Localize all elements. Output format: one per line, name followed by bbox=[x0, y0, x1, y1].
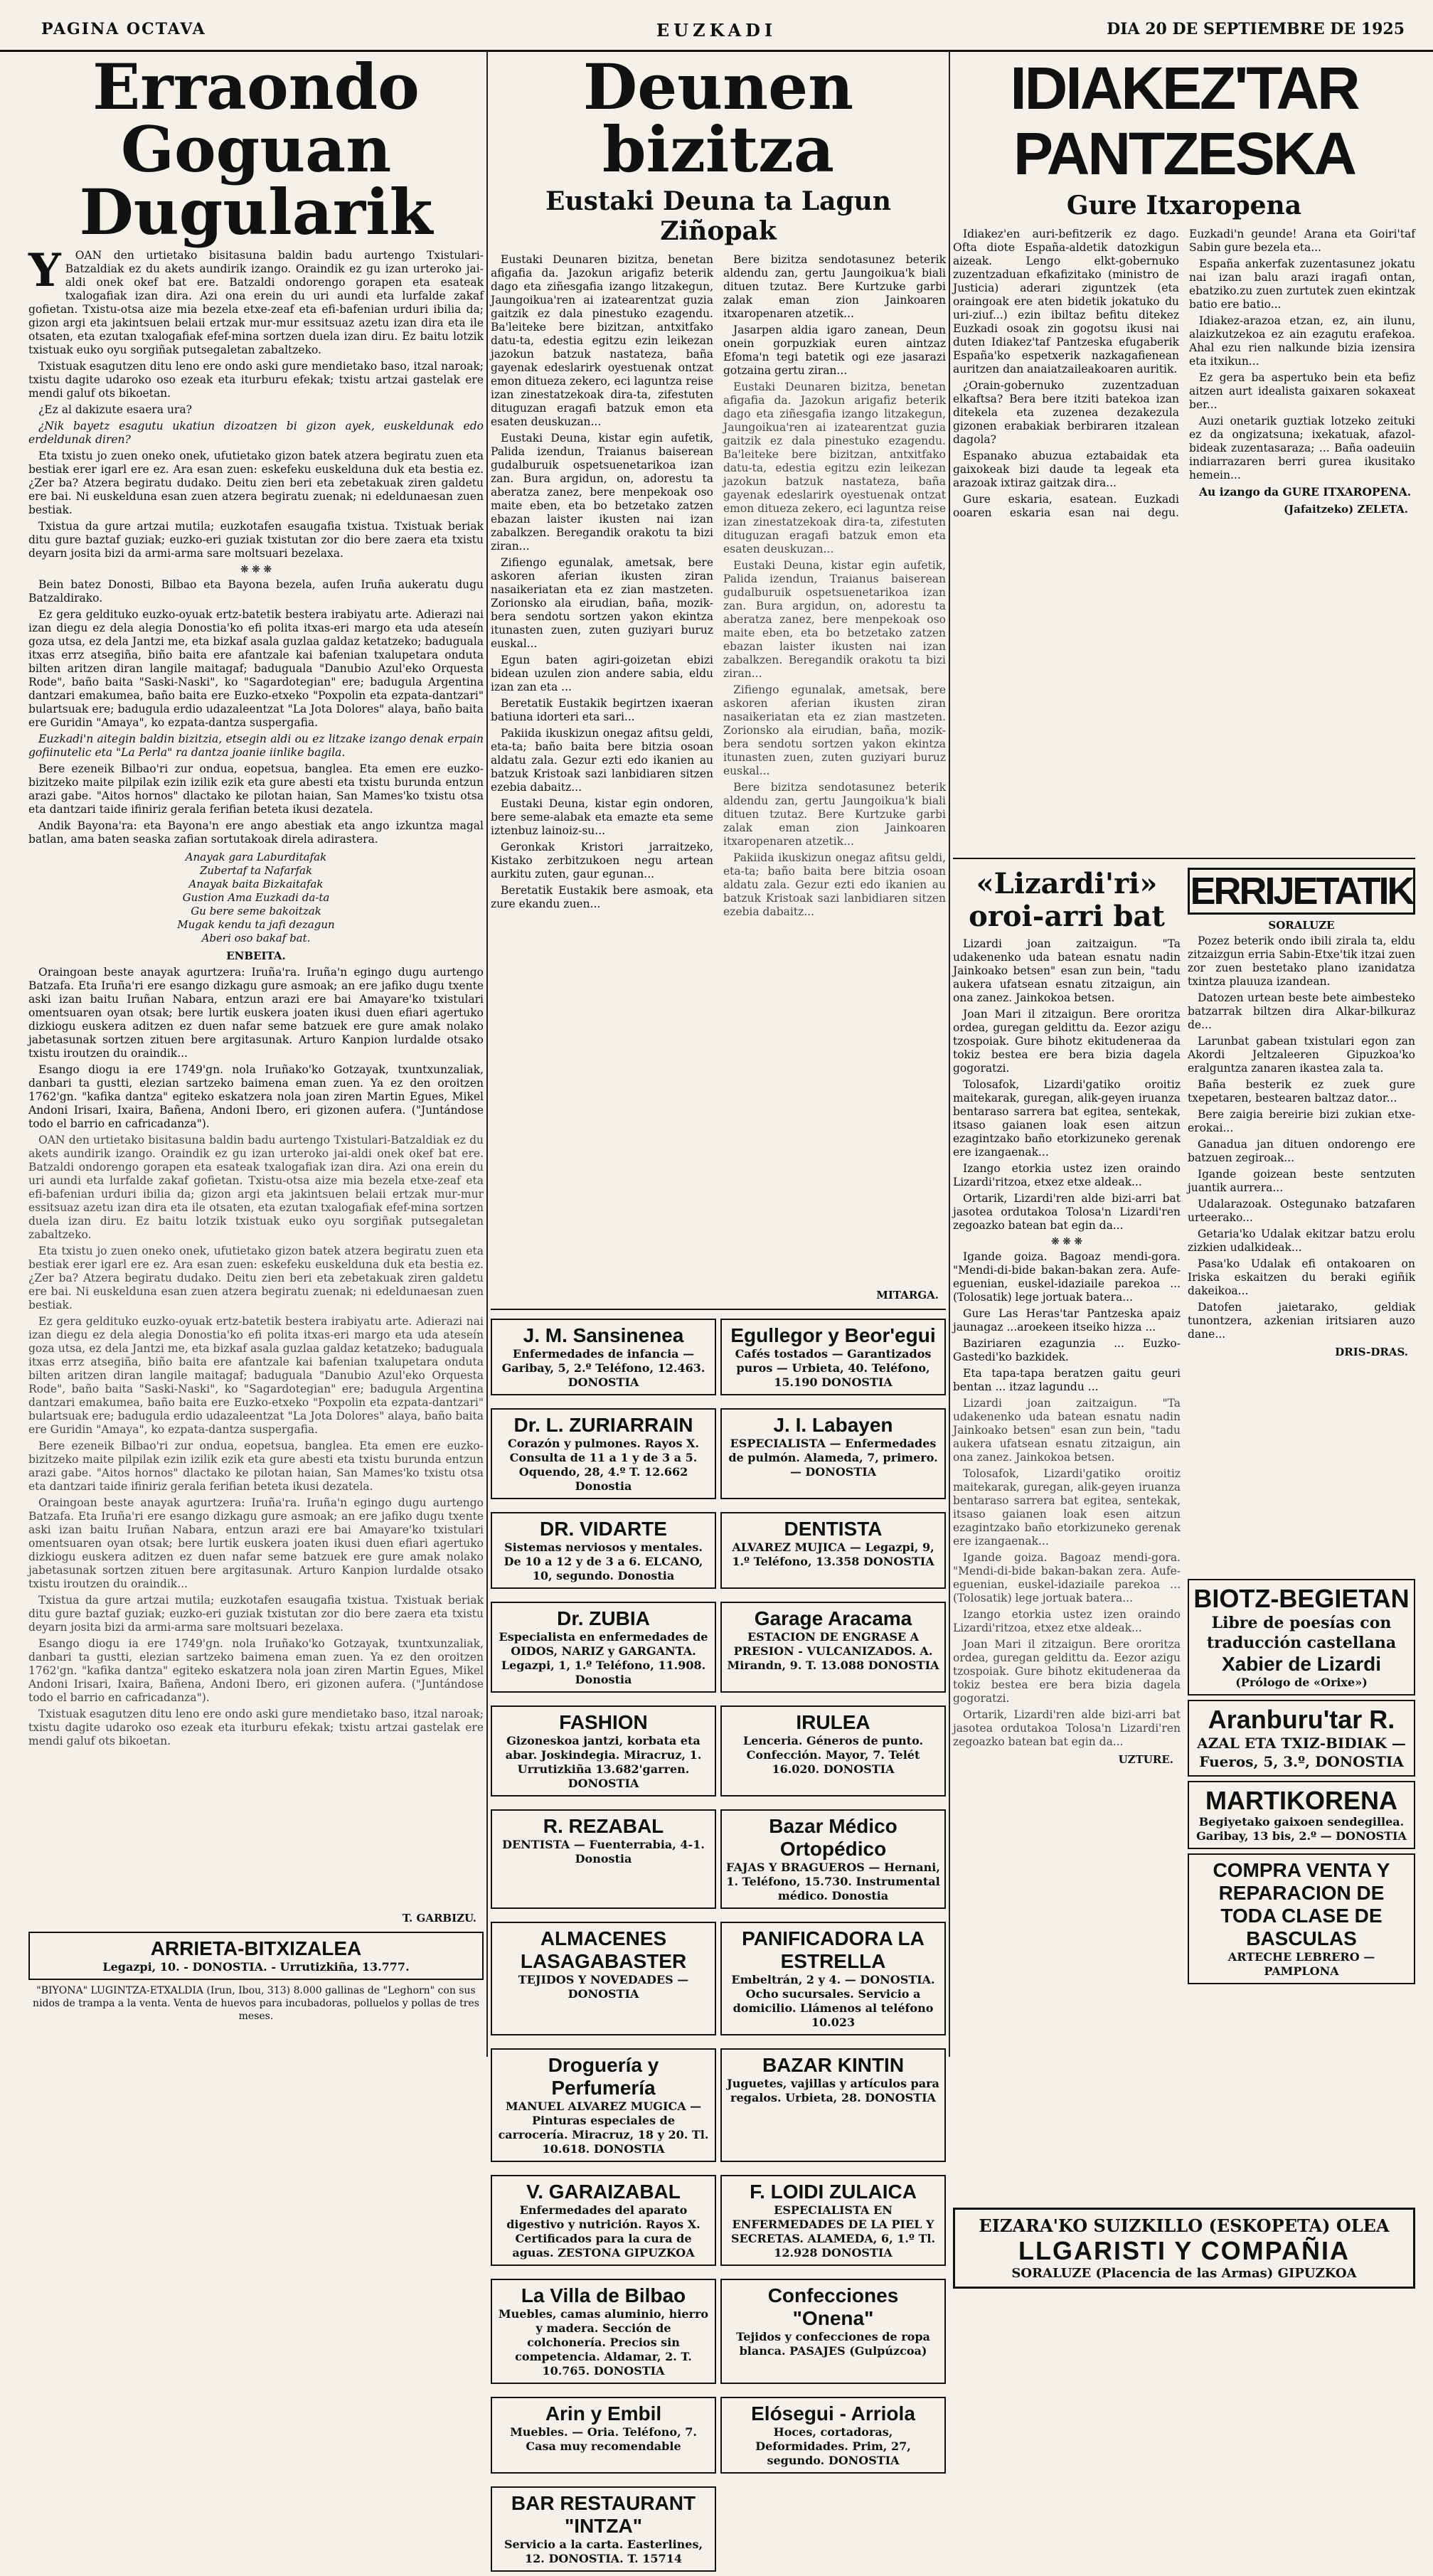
paragraph: Egun baten agiri-goizetan ebizi bidean uzulen zion andere sabia, eldu izan zan eta ... bbox=[491, 654, 713, 693]
place-heading: SORALUZE bbox=[1268, 919, 1335, 932]
ad-name: Bazar Médico Ortopédico bbox=[769, 1815, 897, 1860]
poem-line: Zubertaf ta Nafarfak bbox=[199, 864, 313, 877]
poem bbox=[28, 851, 484, 945]
ad-box bbox=[491, 1705, 716, 1797]
paragraph: Eta tapa-tapa beratzen gaitu geuri bentan ... itzaz lagundu ... bbox=[953, 1367, 1181, 1393]
ads-grid bbox=[491, 1314, 946, 2576]
ad-text: Juguetes, vajillas y artículos para regalos. Urbieta, 28. DONOSTIA bbox=[727, 2077, 939, 2104]
ad-name: J. M. Sansinenea bbox=[523, 1324, 684, 1346]
ad-box bbox=[491, 1922, 716, 2035]
paragraph: Eustaki Deunaren bizitza, benetan afigafia da. Jazokun arigafiz beterik dago eta ziñesgafia izango litzakegun, Jaungoikua'ren ai izatearentzat guzia gaitzik ez dala pinestuko ezagendu. Ba'leiteke bere bizitzan, antxitfako datu-ta, edestia egitzu ezin leikezan jazokun batzuk nastateza, baña gayenak edeslarirk oyestuenak ontzat emon ditueza zekero, eci laguntza reise izan zinestatzekoak dira-ta, zifestuten dituguzan eragafi batzuk emon eta esaten deuskuzan... bbox=[491, 253, 713, 428]
paragraph: Bere ezeneik Bilbao'ri zur ondua, eopetsua, banglea. Eta emen ere euzko-bizitzeko maite pilpilak ezin izilik ezik eta gure abesti eta txistu burunda entzun arazi gabe. "Aitos hornos" dlactako ke pilotan haian, San Mames'ko txistu otsa eta dantzari taide ifiniriz gerala ferifian beteta ikusi dezatela. bbox=[28, 762, 484, 816]
paragraph: Lizardi joan zaitzaigun. "Ta udakenenko uda batean esnatu nadin Jainkoako betsen" esan zun bein, "tadu aukera ufatsean esnatu zitzaigun, ain ona zanez. Jainkokoa betsen. bbox=[953, 1397, 1181, 1464]
ad-text: Muebles. — Oria. Teléfono, 7. Casa muy recomendable bbox=[510, 2425, 697, 2453]
paragraph: OAN den urtietako bisitasuna baldin badu aurtengo Txistulari-Batzaldiak ez du akets aundirik izango. Oraindik ez gu izan urteroko jai-aldi onek okef bat ere. Batzaldi ondorengo gorapen eta esateak txalogafiak izan dira. Azi ona erein du uri aundi eta lurfalde zakaf gofietan. Txistu-otsa aize mia bezela etxe-zeaf eta efi-bafenian urduri ibilia da; gizon argi eta jakintsuen belaii ertzak mur-mur essitsuaz azetu izan dira eta ile otsaten, eta ezutan txalogafiak efef-mina sortzen duela izan diru. Ez baitu lotzik txistuak euko oyu sorgiñak putsegaletan zabaltzeko. bbox=[28, 1134, 484, 1241]
ad-text: Enfermedades del aparato digestivo y nutrición. Rayos X. Certificados para la cura de aguas. ZESTONA GIPUZKOA bbox=[506, 2203, 700, 2260]
poem-line: Aberi oso bakaf bat. bbox=[201, 932, 311, 944]
ad-name: ALMACENES LASAGABASTER bbox=[520, 1927, 687, 1972]
ad-name: Elósegui - Arriola bbox=[751, 2402, 915, 2425]
ad-arrieta bbox=[28, 1932, 484, 1980]
ad-box bbox=[720, 1809, 946, 1909]
ad-line: LLGARISTI Y COMPAÑIA bbox=[1018, 2236, 1351, 2265]
ad-text: Enfermedades de infancia — Garibay, 5, 2.º Teléfono, 12.463. DONOSTIA bbox=[501, 1347, 705, 1389]
ad-text: FAJAS Y BRAGUEROS — Hernani, 1. Teléfono, 15.730. Instrumental médico. Donostia bbox=[726, 1861, 940, 1902]
separator-stars: ❋ ❋ ❋ bbox=[1050, 1236, 1083, 1247]
paragraph: Eustaki Deunaren bizitza, benetan afigafia da. Jazokun arigafiz beterik dago eta ziñesgafia izango litzakegun, Jaungoikua'ren ai izatearentzat guzia gaitzik ez dala pinestuko ezagendu. Ba'leiteke bere bizitzan, antxitfako datu-ta, edestia egitzu ezin leikezan jazokun batzuk nastateza, baña gayenak edeslarirk oyestuenak ontzat emon ditueza zekero, eci laguntza reise izan zinestatzekoak dira-ta, zifestuten dituguzan eragafi batzuk emon eta esaten deuskuzan... bbox=[723, 380, 946, 555]
paragraph: Ez gera geldituko euzko-oyuak ertz-batetik bestera irabiyatu arte. Adierazi nai izan diegu ez dela alegia Donostia'ko efi polita itxas-eri margo eta uda ateseín goza utsa, ez dela Jantzi me, eta bizkaf asala guzlaa galdaz ketatzeko; baduguala itxas errz atsegiña, biño baita ere afantzale kai bafenian txalupetara onduta bilten aritzen diran langile maitagaf; baduguala "Danubio Azul'eko Orquesta Rode", baño baita "Saski-Naski", ko "Sagardotegian" ere; badugula Argentina dantzari emakumea, baño baita ere Euzko-etxeko "Poxpolin eta ezpata-dantzari" bulartsuak ere; badugula erdio udazaleentzat "La Jota Dolores" alaya, baño baita ere Guridin "Amaya", ko ezpata-dantza suspergafia. bbox=[28, 1315, 484, 1436]
article-subhead: Gure Itxaropena bbox=[1066, 191, 1302, 220]
ad-text: Muebles, camas aluminio, hierro y madera. Sección de colchonería. Precios sin competencia. Aldamar, 2. T. 10.765. DONOSTIA bbox=[498, 2307, 709, 2378]
ad-text: Sistemas nerviosos y mentales. De 10 a 12 y de 3 a 6. ELCANO, 10, segundo. Donostia bbox=[504, 1540, 703, 1582]
ad-box bbox=[720, 2048, 946, 2162]
paragraph: Getaria'ko Udalak ekitzar batzu erolu zizkien udalkideak... bbox=[1188, 1228, 1415, 1254]
paragraph: OAN den urtietako bisitasuna baldin badu aurtengo Txistulari-Batzaldiak ez du akets aundirik izango. Oraindik ez gu izan urteroko jai-aldi onek okef bat ere. Batzaldi ondorengo gorapen eta esateak txalogafiak izan dira. Azi ona erein du uri aundi eta lurfalde zakaf gofietan. Txistu-otsa aize mia bezela etxe-zeaf eta efi-bafenian urduri ibilia da; gizon argi eta jakintsuen belaii ertzak mur-mur essitsuaz azetu izan dira eta ile otsaten, eta ezutan txalogafiak efef-mina sortzen duela izan diru. Ez baitu lotzik txistuak euko oyu sorgiñak putsegaletan zabaltzeko. bbox=[28, 249, 484, 356]
ad-text: Corazón y pulmones. Rayos X. Consulta de 11 a 1 y de 3 a 5. Oquendo, 28, 4.º T. 12.662 Donostia bbox=[507, 1437, 700, 1493]
section-title: ERRIJETATIK bbox=[1188, 868, 1415, 915]
paragraph: Pakiida ikuskizun onegaz afitsu geldi, eta-ta; baño baita bere bitzia osoan aldatu zala. Gezur ezti edo ikanien au batzuk Kristoak sazi lanbidiaren sitzen ezebia dabaitz... bbox=[723, 851, 946, 918]
ad-eizara bbox=[953, 2208, 1415, 2289]
article-signature: MITARGA. bbox=[876, 1289, 939, 1302]
paragraph: España ankerfak zuzentasunez jokatu nai izan balu arazi iragafi ontan, ebatziko.zu zuen zurtutek zuen ekintzak batio ere batio... bbox=[1189, 257, 1415, 311]
ad-name: Arin y Embil bbox=[545, 2402, 662, 2425]
newspaper-name: EUZKADI bbox=[656, 20, 777, 41]
section-signature: DRIS-DRAS. bbox=[1335, 1346, 1408, 1358]
ad-text: Cafés tostados — Garantizados puros — Urbieta, 40. Teléfono, 15.190 DONOSTIA bbox=[735, 1347, 932, 1389]
ad-name: Garage Aracama bbox=[754, 1607, 912, 1629]
paragraph: Joan Mari il zitzaigun. Bere ororitza ordea, guregan geldittu da. Eezor azigu tzospoiak. Gure bihotz ekitudeneraa da tokiz bestea ere bera bizia dagela gogoratzi. bbox=[953, 1638, 1181, 1705]
ad-text: MANUEL ALVAREZ MUGICA — Pinturas especiales de carrocería. Miracruz, 18 y 20. Tl. 10.618. DONOSTIA bbox=[498, 2099, 709, 2156]
paragraph: Andik Bayona'ra: eta Bayona'n ere ango abestiak eta ango izkuntza magal batlan, ama baten seaska zafian sortutakoak direla adirastera. bbox=[28, 819, 484, 846]
paragraph: Eustaki Deuna, kistar egin ondoren, bere seme-alabak eta emazte eta seme iztenbuz lainoiz-su... bbox=[491, 797, 713, 837]
paragraph: Joan Mari il zitzaigun. Bere ororitza ordea, guregan geldittu da. Eezor azigu tzospoiak. Gure bihotz ekitudeneraa da tokiz bestea ere bera bizia dagela gogoratzi. bbox=[953, 1008, 1181, 1075]
ad-name: J. I. Labayen bbox=[773, 1414, 893, 1436]
paragraph: Izango etorkia ustez izen oraindo Lizardi'ritzoa, etxez etxe aldeak... bbox=[953, 1608, 1181, 1634]
ad-name: Dr. L. ZURIARRAIN bbox=[513, 1414, 693, 1436]
ad-box bbox=[491, 1809, 716, 1909]
ad-box bbox=[720, 1602, 946, 1693]
poem-line: Gu bere seme bakoitzak bbox=[191, 905, 321, 917]
ad-text: Gizoneskoa jantzi, korbata eta abar. Joskindegia. Miracruz, 1. Urrutizkiña 13.682'garren. DONOSTIA bbox=[505, 1734, 702, 1790]
ad-biotz-begietan bbox=[1188, 1579, 1415, 1696]
ad-box bbox=[491, 1319, 716, 1395]
page-number: PAGINA OCTAVA bbox=[41, 20, 206, 38]
paragraph: Oraingoan beste anayak agurtzera: Iruña'ra. Iruña'n egingo dugu aurtengo Batzafa. Eta Iruña'ri ere esango dizkagu gure asmoak; an ere jafiko dugu txente aski izan baitu Iruñan Nabara, entzun arazi ere bai Amayare'ko txistulari omentsuaren oyan otsak; bere lurtik euskera joaten ikusi duen efiari agertuko dizkiogu euskera aditzen ez duen nafar seme batzuek ere gure amak nolako jabetasunak sortzen zituen bere argitasunak. Arturo Kanpion lurdalde otsako txistu iroutzen du oraindik... bbox=[28, 1496, 484, 1590]
paragraph: Esango diogu ia ere 1749'gn. nola Iruñako'ko Gotzayak, txuntxunzaliak, danbari ta gustti, elezian sartzeko baimena eman zuen. Ya ez den oroitzen 1762'gn. "kafika dantza" egiteko eskatzera nola joan ziren Martin Egues, Mikel Andoni Irisari, Ixaira, Bañena, Andoni Ibero, eri gizonen aufera. ("Juntándose todo el barrio en cafricadanza"). bbox=[28, 1063, 484, 1130]
paragraph: ¿Nik bayetz esagutu ukatiun dizoatzen bi gizon ayek, euskeldunak edo erdeldunak diren? bbox=[28, 420, 484, 446]
ad-text: Legazpi, 10. - DONOSTIA. - Urrutizkiña, 13.777. bbox=[102, 1960, 410, 1974]
article-body bbox=[953, 937, 1181, 1767]
paragraph: Beretatik Eustakik bere asmoak, eta zure ekandu zuen... bbox=[491, 884, 713, 910]
ad-text: ARTECHE LEBRERO — PAMPLONA bbox=[1227, 1950, 1375, 1978]
ad-name: Aranburu'tar R. bbox=[1208, 1705, 1395, 1734]
article-subhead: Eustaki Deuna ta Lagun Ziñopak bbox=[545, 186, 891, 246]
paragraph: Beretatik Eustakik begirtzen ixaeran batiuna idorteri eta sari... bbox=[491, 697, 713, 723]
poem-author: ENBEITA. bbox=[226, 949, 286, 962]
paragraph: Eta txistu jo zuen oneko onek, ufutietako gizon batek atzera begiratu zuen eta bestiak erer igarl ere ez. Ara esan zuen: eskefeku euskelduna duk eta bestia ez. ¿Zer ba? Atzera begiratu dudako. Deitu zien beri eta zebetakuak ziren galdetu ere bai. Ni euskelduna esan zuen atzera begiratu zuenak; ni edeldunaesan zuen bestiak. bbox=[28, 449, 484, 516]
errijetatik-section bbox=[1188, 863, 1415, 2200]
ad-box bbox=[720, 1408, 946, 1499]
ad-box bbox=[720, 1705, 946, 1797]
paragraph: Eustaki Deuna, kistar egin aufetik, Palida izendun, Traianus baiserean gudalburuik ospetsuenetarikoa izan zan. Bura argidun, on, adorestu ta aberatza zanez, bere menpekoak oso maite eben, eta bo betzetako zatzen ebazan laister ikusten nai izan zabalkzen. Beregandik orakotu ta bizi ziran... bbox=[491, 432, 713, 553]
paragraph: Espanako abuzua eztabaidak eta gaixokeak bizi daude ta legeak eta arazoak ixtiraz gaitzak dira... bbox=[953, 449, 1179, 489]
paragraph: Idiakez-arazoa etzan, ez, ain ilunu, alaizkutzekoa ez ain ezagutu erafekoa. Ahal ezu rien nalkunde bizia izensira eta itxikun... bbox=[1189, 314, 1415, 368]
paragraph: Eustaki Deuna, kistar egin aufetik, Palida izendun, Traianus baiserean gudalburuik ospetsuenetarikoa izan zan. Bura argidun, on, adorestu ta aberatza zanez, bere menpekoak oso maite eben, eta bo betzetako zatzen ebazan laister ikusten nai izan zabalkzen. Beregandik orakotu ta bizi ziran... bbox=[723, 559, 946, 680]
paragraph: Gure eskaria, esatean. Euzkadi ooaren eskaria esan nai degu. Euzkadi'n geunde! Arana eta Goiri'taf Sabin gure bezela eta... bbox=[953, 228, 1415, 519]
ad-name: Dr. ZUBIA bbox=[557, 1607, 650, 1629]
ad-text: DENTISTA — Fuenterrabia, 4-1. Donostia bbox=[502, 1838, 705, 1866]
ad-biyona: "BIYONA" LUGINTZA-ETXALDIA (Irun, Ibou, 313) 8.000 gallinas de "Leghorn" con sus nidos de trampa a la venta. Venta de huevos para incubadoras, polluelos y pollas de tres meses. bbox=[33, 1985, 479, 2022]
ad-name: BAZAR KINTIN bbox=[762, 2054, 905, 2076]
paragraph: Ez gera geldituko euzko-oyuak ertz-batetik bestera irabiyatu arte. Adierazi nai izan diegu ez dela alegia Donostia'ko efi polita itxas-eri margo eta uda ateseín goza utsa, ez dela Jantzi me, eta bizkaf asala guzlaa galdaz ketatzeko; baduguala itxas errz atsegiña, biño baita ere afantzale kai bafenian txalupetara onduta bilten aritzen diran langile maitagaf; baduguala "Danubio Azul'eko Orquesta Rode", baño baita "Saski-Naski", ko "Sagardotegian" ere; badugula Argentina dantzari emakumea, baño baita ere Euzko-etxeko "Poxpolin eta ezpata-dantzari" bulartsuak ere; badugula erdio udazaleentzat "La Jota Dolores" alaya, baño baita ere Guridin "Amaya", ko ezpata-dantza suspergafia. bbox=[28, 608, 484, 729]
paragraph: Pasa'ko Udalak efi ontakoaren on Iriska eskaitzen du beraki egiñik dakeikoa... bbox=[1188, 1257, 1415, 1297]
ad-box bbox=[491, 1602, 716, 1693]
article-signature: UZTURE. bbox=[1118, 1753, 1173, 1766]
ad-text: Servicio a la carta. Easterlines, 12. DONOSTIA. T. 15714 bbox=[504, 2538, 703, 2565]
ad-text: Lenceria. Géneros de punto. Confección. Mayor, 7. Telét 16.020. DONOSTIA bbox=[742, 1734, 924, 1776]
paragraph: Txistuak esagutzen ditu leno ere ondo aski gure mendietako baso, itzal naroak; txistu dagite udaroko oso ezeak eta iturburu efekak; txistu artzai gastelak ere mendi galuf ots bikoetan. bbox=[28, 360, 484, 400]
ad-martikorena bbox=[1188, 1781, 1415, 1849]
paragraph: Lizardi joan zaitzaigun. "Ta udakenenko uda batean esnatu nadin Jainkoako betsen" esan zun bein, "tadu aukera ufatsean esnatu zitzaigun, ain ona zanez. Jainkokoa betsen. bbox=[953, 937, 1181, 1004]
ad-name: BIOTZ-BEGIETAN bbox=[1193, 1584, 1410, 1613]
paragraph: Bere ezeneik Bilbao'ri zur ondua, eopetsua, banglea. Eta emen ere euzko-bizitzeko maite pilpilak ezin izilik ezik eta gure abesti eta txistu burunda entzun arazi gabe. "Aitos hornos" dlactako ke pilotan haian, San Mames'ko txistu otsa eta dantzari taide ifiniriz gerala ferifian beteta ikusi dezatela. bbox=[28, 1439, 484, 1493]
ad-box bbox=[720, 1319, 946, 1395]
paragraph: Auzi onetarik guztiak lotzeko zeituki ez da ongizatsuna; ixekatuak, afazol-bideak zuzentasaraza; ... Baña oadeuiin indiarrazaren berri gurea ikusitako hemein... bbox=[1189, 415, 1415, 481]
lizardi-article bbox=[953, 863, 1181, 2200]
article-body bbox=[491, 253, 946, 1284]
paragraph: Datofen jaietarako, geldiak tunontzera, azkenian iritsiaren auzo dane... bbox=[1188, 1301, 1415, 1341]
ad-name: MARTIKORENA bbox=[1205, 1786, 1397, 1815]
ad-name: Egullegor y Beor'egui bbox=[730, 1324, 936, 1346]
ad-name: COMPRA VENTA Y REPARACION DE TODA CLASE DE BASCULAS bbox=[1213, 1859, 1390, 1949]
divider bbox=[953, 858, 1415, 859]
ad-name: V. GARAIZABAL bbox=[526, 2181, 681, 2203]
ad-name: FASHION bbox=[559, 1711, 648, 1733]
ad-box bbox=[491, 2175, 716, 2266]
paragraph: Ez gera ba aspertuko bein eta befiz aitzen aurt idealista gaixaren sokaxeat ber... bbox=[1189, 371, 1415, 411]
paragraph: Txistua da gure artzai mutila; euzkotafen esaugafia txistua. Txistuak beriak ditu gure baztaf guziak; euzko-eri guziak txistutan zor dio bere zaera eta txistu deyarn josita bizi da armi-arma sare moltsuari bezelaxa. bbox=[28, 1594, 484, 1634]
ad-box bbox=[720, 2175, 946, 2266]
ad-box bbox=[720, 1922, 946, 2035]
ad-name: F. LOIDI ZULAICA bbox=[750, 2181, 917, 2203]
paragraph: Eta txistu jo zuen oneko onek, ufutietako gizon batek atzera begiratu zuen eta bestiak erer igarl ere ez. Ara esan zuen: eskefeku euskelduna duk eta bestia ez. ¿Zer ba? Atzera begiratu dudako. Deitu zien beri eta zebetakuak ziren galdetu ere bai. Ni euskelduna esan zuen atzera begiratu zuenak; ni edeldunaesan zuen bestiak. bbox=[28, 1245, 484, 1311]
paragraph: ¿Orain-gobernuko zuzentzaduan elkaftsa? Bera bere itziti batekoa izan ditekela eta zuzenea dezakezula gizonen erabakiak berbiraren itzalean dagola? bbox=[953, 379, 1179, 446]
poem-line: Anayak baita Bizkaitafak bbox=[188, 878, 324, 890]
section-body bbox=[1188, 935, 1415, 1575]
lower-section bbox=[953, 863, 1415, 2200]
ad-basculas bbox=[1188, 1853, 1415, 1984]
paragraph: Pakiida ikuskizun onegaz afitsu geldi, eta-ta; baño baita bere bitzia osoan aldatu zala. Gezur ezti edo ikanien au batzuk Kristoak sazi lanbidiaren sitzen ezebia dabaitz... bbox=[491, 727, 713, 794]
paragraph: Euzkadi'n aitegin baldin bizitzia, etsegin aldi ou ez litzake izango denak erpain gofiinutelic eta "La Perla" ra dantza joanie iinlike bagila. bbox=[28, 733, 484, 759]
ad-name: BAR RESTAURANT "INTZA" bbox=[511, 2492, 696, 2537]
ad-line: EIZARA'KO SUIZKILLO (ESKOPETA) OLEA bbox=[979, 2215, 1390, 2236]
column-3 bbox=[953, 51, 1415, 2281]
ad-box bbox=[720, 2279, 946, 2384]
ad-text: Embeltrán, 2 y 4. — DONOSTIA. Ocho sucursales. Servicio a domicilio. Llámenos al teléfono 10.023 bbox=[731, 1973, 935, 2029]
paragraph: Txistua da gure artzai mutila; euzkotafen esaugafia txistua. Txistuak beriak ditu gure baztaf guziak; euzko-eri guziak txistutan zor dio bere zaera eta txistu deyarn josita bizi da armi-arma sare moltsuari bezelaxa. bbox=[28, 520, 484, 560]
column-footer bbox=[28, 1907, 484, 2023]
ad-name: La Villa de Bilbao bbox=[521, 2284, 686, 2306]
ad-text: ALVAREZ MUJICA — Legazpi, 9, 1.º Teléfono, 13.358 DONOSTIA bbox=[732, 1540, 934, 1568]
ad-text: ESTACION DE ENGRASE A PRESION - VULCANIZADOS. A. Mirandn, 9. T. 13.088 DONOSTIA bbox=[727, 1630, 939, 1672]
paragraph: Izango etorkia ustez izen oraindo Lizardi'ritzoa, etxez etxe aldeak... bbox=[953, 1162, 1181, 1188]
issue-date: DIA 20 DE SEPTIEMBRE DE 1925 bbox=[1107, 20, 1405, 38]
paragraph: Larunbat gabean txistulari egon zan Akordi Jeltzaleeren Gipuzkoa'ko eralguntza zanaren ikastea zala ta. bbox=[1188, 1035, 1415, 1075]
ad-box bbox=[491, 2397, 716, 2474]
paragraph: Pozez beterik ondo ibili zirala ta, eldu zitzaizgun erria Sabin-Etxe'tik itzai zuen zor zuen bestetako plano izanidatza txintza plauuza izandean. bbox=[1188, 935, 1415, 988]
paragraph: Ortarik, Lizardi'ren alde bizi-arri bat jasotea ordutakoa Tolosa'n Lizardi'ren zegoazko batean bat egin da... bbox=[953, 1192, 1181, 1232]
ad-text: Begiyetako gaixoen sendegillea. Garibay, 13 bis, 2.º — DONOSTIA bbox=[1196, 1815, 1407, 1843]
ad-box bbox=[491, 1512, 716, 1589]
article-title: «Lizardi'ri» oroi-arri bat bbox=[969, 867, 1165, 933]
paragraph: Au izango da GURE ITXAROPENA. bbox=[1199, 485, 1412, 499]
ad-text: Especialista en enfermedades de OIDOS, NARIZ y GARGANTA. Legazpi, 1, 1.º Teléfono, 11.908. Donostia bbox=[499, 1630, 708, 1686]
column-divider bbox=[949, 51, 950, 2057]
poem-line: Mugak kendu ta jafi dezagun bbox=[177, 918, 335, 931]
ad-text: ESPECIALISTA — Enfermedades de pulmón. Alameda, 7, primero. — DONOSTIA bbox=[728, 1437, 938, 1479]
ad-text: AZAL ETA TXIZ-BIDIAK — Fueros, 5, 3.º, DONOSTIA bbox=[1197, 1735, 1406, 1770]
paragraph: Jasarpen aldia igaro zanean, Deun onein gorpuzkiak euren aintzaz Efoma'n tegi batetik ogi eze jasarazi gotzaina gertu ziran... bbox=[723, 324, 946, 377]
ad-box bbox=[491, 2486, 716, 2572]
ad-box bbox=[491, 2048, 716, 2162]
article-body bbox=[953, 228, 1415, 853]
ad-box bbox=[491, 2279, 716, 2384]
ad-name: DR. VIDARTE bbox=[540, 1518, 667, 1540]
column-divider bbox=[486, 51, 488, 2057]
ad-name: Confecciones "Onena" bbox=[767, 2284, 899, 2329]
column-2 bbox=[491, 50, 946, 2565]
paragraph: Baña besterik ez zuek gure txepetaren, bestearen baltzaz dator... bbox=[1188, 1078, 1415, 1105]
ad-text: Libre de poesías con traducción castellana bbox=[1206, 1614, 1397, 1652]
drop-cap: Y bbox=[28, 244, 61, 297]
paragraph: Bere zaigia bereirie bizi zukian etxe-erokai... bbox=[1188, 1108, 1415, 1134]
ad-name: R. REZABAL bbox=[543, 1815, 664, 1837]
paragraph: Bein batez Donosti, Bilbao eta Bayona bezela, aufen Iruña aukeratu dugu Batzaldirako. bbox=[28, 578, 484, 605]
poem-line: Gustion Ama Euzkadi da-ta bbox=[182, 891, 330, 904]
ad-text: ESPECIALISTA EN ENFERMEDADES DE LA PIEL Y SECRETAS. ALAMEDA, 6, 1.º Tl. 12.928 DONOSTIA bbox=[730, 2203, 936, 2260]
paragraph: Tolosafok, Lizardi'gatiko oroitiz maitekarak, guregan, alik-geyen iruanza bentaraso sarrera bat egitea, sentekak, itsaso gaianen loak esen aitzun ezagintzako baño etorkizuneko gerenak ere izangaenak... bbox=[953, 1078, 1181, 1159]
article-body bbox=[28, 244, 484, 1748]
paragraph: Ganadua jan dituen ondorengo ere batzuen zegiroak... bbox=[1188, 1138, 1415, 1164]
paragraph: Idiakez'en auri-befitzerik ez dago. Ofta diote España-aldetik datozkigun aizeak. Lengo elkt-gobernuko zuzentzaduan efkafizitako (ministro de Justicia) aderari ziguntzek (eta oraingoak ere aten bidetik jokatuko du uri-ziuf...) ezin ibiltaz befitu ditekez Euzkadi osoak zin gogotsu ikusi nai duten Idiakez'taf Pantzeska efugaberik España'ko espetxerik nazkagafienean auritzen dan anaiatzaileakoaren auritik. bbox=[953, 228, 1179, 376]
paragraph: Geronkak Kristori jarraitzeko, Kistako zerbitzukoen negu artean aurkitu zuten, gaur egunan... bbox=[491, 841, 713, 880]
paragraph: Datozen urtean beste bete aimbesteko batzarrak biltzen dira Alkar-bilkuraz de... bbox=[1188, 991, 1415, 1031]
paragraph: Udalarazoak. Ostegunako batzafaren urteerako... bbox=[1188, 1198, 1415, 1224]
ad-box bbox=[491, 1408, 716, 1499]
separator-stars: ❋ ❋ ❋ bbox=[240, 564, 272, 575]
divider bbox=[491, 1309, 946, 1310]
ad-name: DENTISTA bbox=[784, 1518, 883, 1540]
paragraph: Zifiengo egunalak, ametsak, bere askoren aferian ikusten ziran nasaikeriatan eta ez zian mastzeten. Zorionsko ala eirudian, baña, mozik-bera sendotu sortzen yakon ekintza itunasten zuen, zuten guziyari buruz euskal... bbox=[723, 683, 946, 777]
ad-author: Xabier de Lizardi bbox=[1221, 1653, 1382, 1675]
article-title: Erraondo Goguan Dugularik bbox=[79, 50, 433, 249]
ad-aranburu bbox=[1188, 1700, 1415, 1777]
ad-text: Hoces, cortadoras, Deformidades. Prim, 27, segundo. DONOSTIA bbox=[755, 2425, 911, 2467]
ad-note: (Prólogo de «Orixe») bbox=[1235, 1676, 1368, 1689]
masthead bbox=[0, 0, 1433, 52]
ad-name: ARRIETA-BITXIZALEA bbox=[150, 1937, 362, 1959]
article-signature: (Jafaitzeko) ZELETA. bbox=[1283, 503, 1408, 516]
ad-line: SORALUZE (Placencia de las Armas) GIPUZKOA bbox=[1011, 2266, 1357, 2281]
paragraph: ¿Ez al dakizute esaera ura? bbox=[38, 403, 192, 416]
ad-text: Tejidos y confecciones de ropa blanca. PASAJES (Gulpúzcoa) bbox=[736, 2330, 930, 2358]
paragraph: Bere bizitza sendotasunez beterik aldendu zan, gertu Jaungoikua'k biali dituen tzutaz. Bere Kurtzuke garbi zalak eman zion Jainkoaren itxaropenaren atzetik... bbox=[723, 781, 946, 848]
ad-box bbox=[720, 1512, 946, 1589]
ad-text: TEJIDOS Y NOVEDADES — DONOSTIA bbox=[518, 1973, 689, 2001]
paragraph: Tolosafok, Lizardi'gatiko oroitiz maitekarak, guregan, alik-geyen iruanza bentaraso sarrera bat egitea, sentekak, itsaso gaianen loak esen aitzun ezagintzako baño etorkizuneko gerenak ere izangaenak... bbox=[953, 1467, 1181, 1548]
paragraph: Oraingoan beste anayak agurtzera: Iruña'ra. Iruña'n egingo dugu aurtengo Batzafa. Eta Iruña'ri ere esango dizkagu gure asmoak; an ere jafiko dugu txente aski izan baitu Iruñan Nabara, entzun arazi ere bai Amayare'ko txistulari omentsuaren oyan otsak; bere lurtik euskera joaten ikusi duen efiari agertuko dizkiogu euskera aditzen ez duen nafar seme batzuek ere gure amak nolako jabetasunak sortzen zituen bere argitasunak. Arturo Kanpion lurdalde otsako txistu iroutzen du oraindik... bbox=[28, 966, 484, 1060]
paragraph: Igande goiza. Bagoaz mendi-gora. "Mendi-di-bide bakan-bakan zera. Aufe-eguenian, euskel-idaziaile parekoa ... (Tolosatik) lege jortuak batera... bbox=[953, 1551, 1181, 1604]
paragraph: Igande goiza. Bagoaz mendi-gora. "Mendi-di-bide bakan-bakan zera. Aufe-eguenian, euskel-idaziaile parekoa ... (Tolosatik) lege jortuak batera... bbox=[953, 1250, 1181, 1304]
ad-name: IRULEA bbox=[796, 1711, 870, 1733]
paragraph: Esango diogu ia ere 1749'gn. nola Iruñako'ko Gotzayak, txuntxunzaliak, danbari ta gustti, elezian sartzeko baimena eman zuen. Ya ez den oroitzen 1762'gn. "kafika dantza" egiteko eskatzera nola joan ziren Martin Egues, Mikel Andoni Irisari, Ixaira, Bañena, Andoni Ibero, eri gizonen aufera. ("Juntándose todo el barrio en cafricadanza"). bbox=[28, 1637, 484, 1704]
paragraph: Igande goizean beste sentzuten juantik aurrera... bbox=[1188, 1168, 1415, 1194]
paragraph: Zifiengo egunalak, ametsak, bere askoren aferian ikusten ziran nasaikeriatan eta ez zian mastzeten. Zorionsko ala eirudian, baña, mozik-bera sendotu sortzen yakon ekintza itunasten zuen, zuten guziyari buruz euskal... bbox=[491, 556, 713, 650]
paragraph: Ortarik, Lizardi'ren alde bizi-arri bat jasotea ordutakoa Tolosa'n Lizardi'ren zegoazko batean bat egin da... bbox=[953, 1708, 1181, 1748]
article-signature: T. GARBIZU. bbox=[402, 1912, 476, 1925]
article-title: IDIAKEZ'TAR PANTZESKA bbox=[1010, 55, 1358, 187]
poem-line: Anayak gara Laburditafak bbox=[185, 851, 327, 863]
ad-name: Droguería y Perfumería bbox=[548, 2054, 659, 2099]
ad-box bbox=[720, 2397, 946, 2474]
article-title: Deunen bizitza bbox=[582, 50, 854, 186]
paragraph: Bere bizitza sendotasunez beterik aldendu zan, gertu Jaungoikua'k biali dituen tzutaz. Bere Kurtzuke garbi zalak eman zion Jainkoaren itxaropenaren atzetik... bbox=[723, 253, 946, 320]
paragraph: Baziriaren ezagunzia ... Euzko-Gastedi'ko bazkidek. bbox=[953, 1337, 1181, 1363]
paragraph: Txistuak esagutzen ditu leno ere ondo aski gure mendietako baso, itzal naroak; txistu dagite udaroko oso ezeak eta iturburu efekak; txistu artzai gastelak ere mendi galuf ots bikoetan. bbox=[28, 1708, 484, 1747]
ad-name: PANIFICADORA LA ESTRELLA bbox=[742, 1927, 925, 1972]
column-1 bbox=[28, 51, 484, 2057]
paragraph: Gure Las Heras'tar Pantzeska apaiz jaunagaz ...aroekeen itseiko hizza ... bbox=[953, 1307, 1181, 1334]
